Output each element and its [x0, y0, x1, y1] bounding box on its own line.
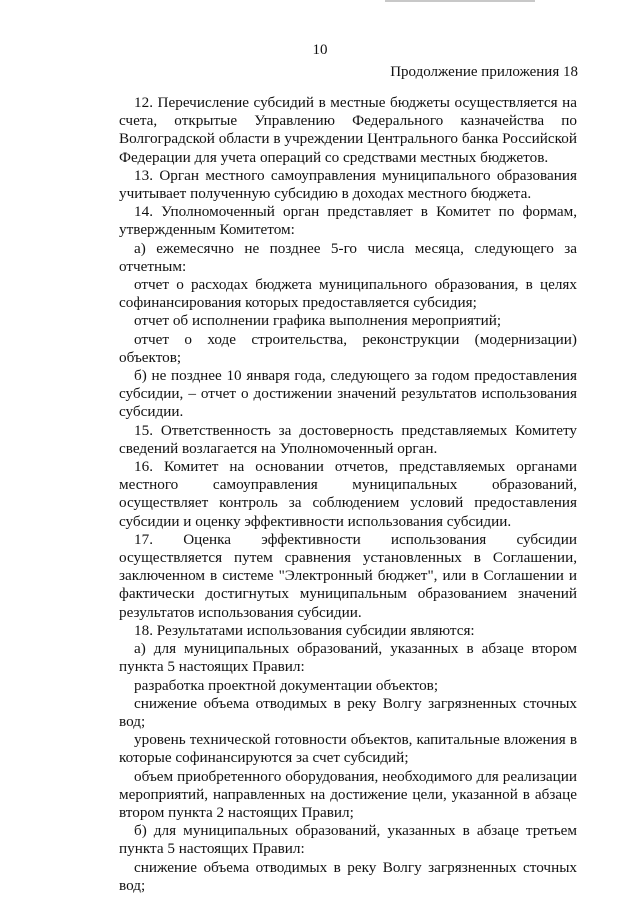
paragraph-16: 16. Комитет на основании отчетов, представляемых органами местного самоуправления муниципальных образований, осуществляет контроль за соблюдением условий предоставления субсидии и оценку эффективности использования субсидии. — [119, 458, 577, 530]
paragraph-14: 14. Уполномоченный орган представляет в Комитет по формам, утвержденным Комитетом: — [119, 203, 577, 239]
paragraph-14b: б) не позднее 10 января года, следующего за годом предоставления субсидии, – отчет о достижении значений результатов использования субсидии. — [119, 367, 577, 421]
document-body — [119, 94, 577, 895]
paragraph-13: 13. Орган местного самоуправления муниципального образования учитывает полученную субсидию в доходах местного бюджета. — [119, 166, 577, 203]
paragraph-18b: б) для муниципальных образований, указанных в абзаце третьем пункта 5 настоящих Правил: — [119, 822, 577, 858]
paragraph-14a-item-1: отчет о расходах бюджета муниципального образования, в целях софинансирования которых предоставляется субсидия; — [119, 276, 577, 312]
appendix-continuation-note: Продолжение приложения 18 — [390, 64, 578, 80]
paragraph-18b-item-1: снижение объема отводимых в реку Волгу загрязненных сточных вод; — [119, 858, 577, 894]
page-number: 10 — [312, 42, 328, 58]
paragraph-18a-item-1: разработка проектной документации объектов; — [134, 676, 439, 694]
paragraph-17: 17. Оценка эффективности использования субсидии осуществляется путем сравнения установленных в Соглашении, заключенном в системе "Электронный бюджет", или в Соглашении и фактически достигнутых муниципальным образованием значений результатов использования субсидии. — [119, 530, 577, 621]
paragraph-18a-item-3: уровень технической готовности объектов, капитальные вложения в которые софинансируются за счет субсидий; — [119, 731, 577, 767]
paragraph-18a-item-2: снижение объема отводимых в реку Волгу загрязненных сточных вод; — [119, 694, 577, 730]
paragraph-14a-item-2: отчет об исполнении графика выполнения мероприятий; — [134, 312, 502, 330]
scan-edge — [385, 0, 535, 2]
paragraph-14a-item-3: отчет о ходе строительства, реконструкции (модернизации) объектов; — [119, 330, 577, 366]
paragraph-12: 12. Перечисление субсидий в местные бюджеты осуществляется на счета, открытые Управлению Федерального казначейства по Волгоградской области в учреждении Центрального банка Российской Федерации для учета операций со средствами местных бюджетов. — [119, 94, 577, 166]
paragraph-15: 15. Ответственность за достоверность представляемых Комитету сведений возлагается на Уполномоченный орган. — [119, 421, 577, 457]
paragraph-18a: а) для муниципальных образований, указанных в абзаце втором пункта 5 настоящих Правил: — [119, 640, 577, 676]
paragraph-18: 18. Результатами использования субсидии являются: — [134, 621, 475, 639]
paragraph-14a: а) ежемесячно не позднее 5-го числа месяца, следующего за отчетным: — [119, 239, 577, 275]
paragraph-18a-item-4: объем приобретенного оборудования, необходимого для реализации мероприятий, направленных на достижение цели, указанной в абзаце втором пункта 2 настоящих Правил; — [119, 767, 577, 821]
